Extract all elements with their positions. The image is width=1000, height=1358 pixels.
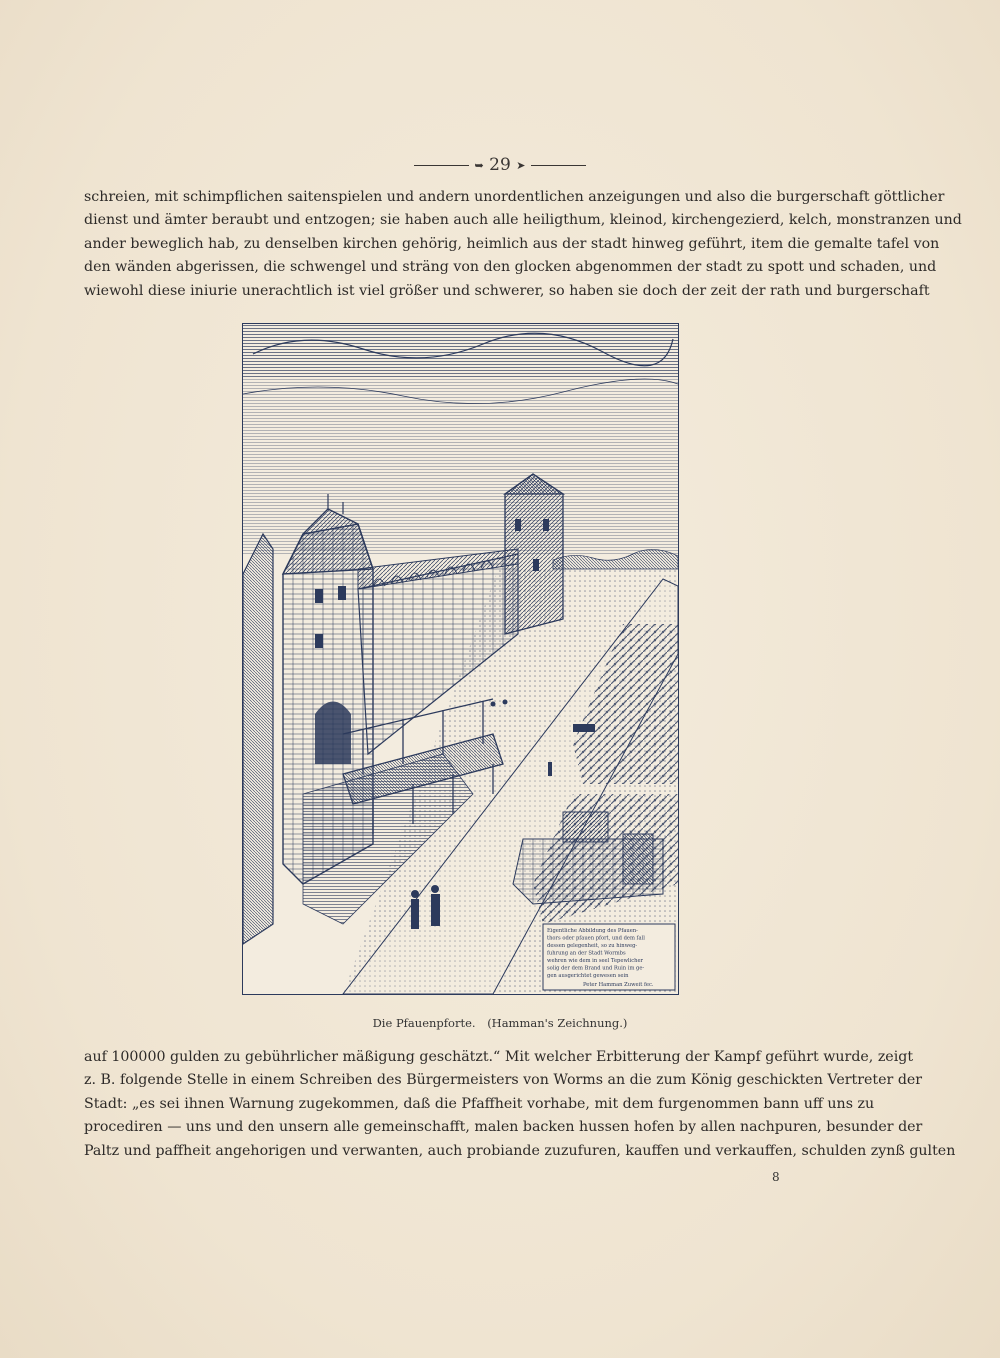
ornament-right-icon: ➤ [516, 159, 526, 172]
side-building [243, 534, 273, 944]
caption-title: Die Pfauenpforte. [372, 1016, 476, 1030]
text-line: z. B. folgende Stelle in einem Schreiben des Bürgermeisters von Worms an die zum König geschickten Vertreter der [84, 1072, 923, 1089]
inscription-line: Eigentliche Abbildung des Pfauen- [547, 928, 638, 934]
tall-tower [505, 474, 563, 634]
text-line: den wänden abgerissen, die schwengel und sträng von den glocken abgenommen der stadt zu spott und schaden, und [84, 259, 937, 276]
engraving-illustration [242, 323, 679, 995]
inscription-signature: Peter Hamman Zuweit fec. [583, 982, 654, 988]
page-header [0, 155, 1000, 175]
header-rule-right [531, 165, 586, 166]
engraving-drawing [243, 324, 678, 994]
inscription-line: gen ausgerichtet gewesen sein [547, 973, 629, 979]
inscription-line: wehren wie dem in seel Tepewlicher [547, 958, 643, 964]
text-line: Paltz und paffheit angehorigen und verwanten, auch probiande zuzufuren, kauffen und verkauffen, schulden zynß gulten [84, 1142, 956, 1159]
text-line: procediren — uns und den unsern alle gemeinschafft, malen backen hussen hofen by allen nachpuren, besunder der [84, 1119, 923, 1136]
inscription-line: solig der dem Brand und Ruin im ge- [547, 965, 645, 972]
figure-caption [0, 1016, 1000, 1030]
inscription-line: thors oder pfauen pfort, und dem fall [547, 935, 645, 942]
text-line: ander beweglich hab, zu denselben kirchen gehörig, heimlich aus der stadt hinweg geführt, item die gemalte tafel von [84, 235, 940, 252]
caption-note: (Hamman's Zeichnung.) [487, 1016, 628, 1030]
text-line: auf 100000 gulden zu gebührlicher mäßigung geschätzt.“ Mit welcher Erbitterung der Kampf geführt wurde, zeigt [84, 1049, 914, 1065]
page-number: 29 [489, 155, 511, 175]
text-line: dienst und ämter beraubt und entzogen; sie haben auch alle heiligthum, kleinod, kirchengezierd, kelch, monstranzen und [84, 212, 962, 229]
paragraph-bottom [84, 1046, 956, 1163]
inscription-line: fuhrung an der Stadt Wormbs [547, 950, 626, 957]
header-rule-left [414, 165, 469, 166]
text-line: wiewohl diese iniurie unerachtlich ist viel größer und schwerer, so haben sie doch der zeit der rath und burgerschaft [84, 282, 930, 299]
ornament-left-icon: ➥ [474, 159, 484, 172]
text-line: Stadt: „es sei ihnen Warnung zugekommen, daß die Pfaffheit vorhabe, mit dem furgenommen bann uff uns zu [84, 1095, 875, 1112]
paragraph-top [84, 186, 962, 303]
inscription-line: dessen gelegenheit, so zu hinweg- [547, 943, 638, 949]
text-line: schreien, mit schimpflichen saitenspielen und andern unordentlichen anzeigungen und also die burgerschaft göttlicher [84, 189, 945, 205]
signature-mark: 8 [772, 1170, 780, 1184]
